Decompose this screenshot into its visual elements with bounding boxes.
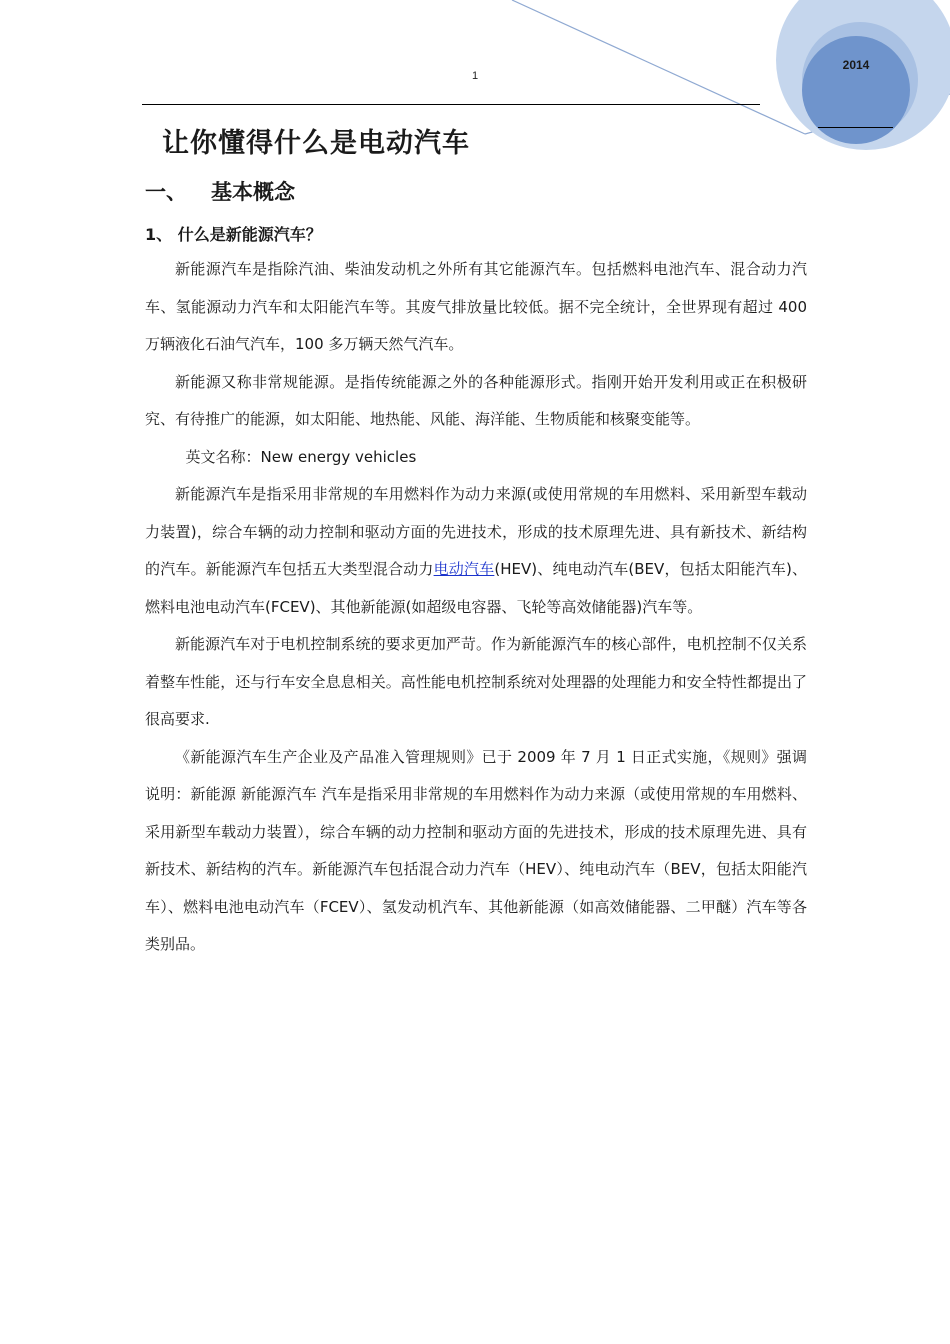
header-rule (142, 104, 760, 105)
paragraph-definition (145, 476, 807, 626)
electric-vehicle-link[interactable]: 电动汽车 (433, 560, 495, 578)
year-underline (818, 127, 893, 128)
paragraph-intro: 新能源汽车是指除汽油、柴油发动机之外所有其它能源汽车。包括燃料电池汽车、混合动力汽车、氢能源动力汽车和太阳能汽车等。其废气排放量比较低。据不完全统计，全世界现有超过 400 万辆液化石油气汽车，100 多万辆天然气汽车。 (145, 260, 807, 353)
paragraph-regulation: 《新能源汽车生产企业及产品准入管理规则》已于 2009 年 7 月 1 日正式实施，《规则》强调说明：新能源 新能源汽车 汽车是指采用非常规的车用燃料作为动力来源（或使用常规的车用燃料、采用新型车载动力装置），综合车辆的动力控制和驱动方面的先进技术，形成的技术原理先进、具有新技术、新结构的汽车。新能源汽车包括混合动力汽车（HEV）、纯电动汽车（BEV，包括太阳能汽车）、燃料电池电动汽车（FCEV）、氢发动机汽车、其他新能源（如高效储能器、二甲醚）汽车等各类别品。 (145, 747, 807, 953)
section-heading (145, 176, 295, 206)
page-number: 1 (471, 70, 479, 82)
section-title: 基本概念 (211, 180, 295, 204)
definition-text-before: 新能源汽车是指采用非常规的车用燃料作为动力来源(或使用常规的车用燃料、采用新型车载动力装置)，综合车辆的动力控制和驱动方面的先进技术，形成的技术原理先进、具有新技术、新结构的汽车。新能源汽车包括五大类型混合动力 (145, 485, 807, 578)
section-number: 一、 (145, 180, 187, 204)
document-body (145, 251, 807, 964)
definition-text-after: (HEV)、纯电动汽车(BEV，包括太阳能汽车)、燃料电池电动汽车(FCEV)、其他新能源(如超级电容器、飞轮等高效储能器)汽车等。 (145, 560, 807, 616)
paragraph-new-energy: 新能源又称非常规能源。是指传统能源之外的各种能源形式。指刚开始开发利用或正在积极研究、有待推广的能源，如太阳能、地热能、风能、海洋能、生物质能和核聚变能等。 (145, 372, 807, 428)
subsection-heading: 1、 什么是新能源汽车？ (145, 225, 322, 244)
paragraph-motor-control: 新能源汽车对于电机控制系统的要求更加严苛。作为新能源汽车的核心部件，电机控制不仅关系着整车性能，还与行车安全息息相关。高性能电机控制系统对处理器的处理能力和安全特性都提出了很高要求. (145, 635, 807, 728)
document-title: 让你懂得什么是电动汽车 (162, 128, 470, 159)
header-year: 2014 (842, 58, 870, 72)
paragraph-english-name: 英文名称：New energy vehicles (185, 447, 417, 466)
